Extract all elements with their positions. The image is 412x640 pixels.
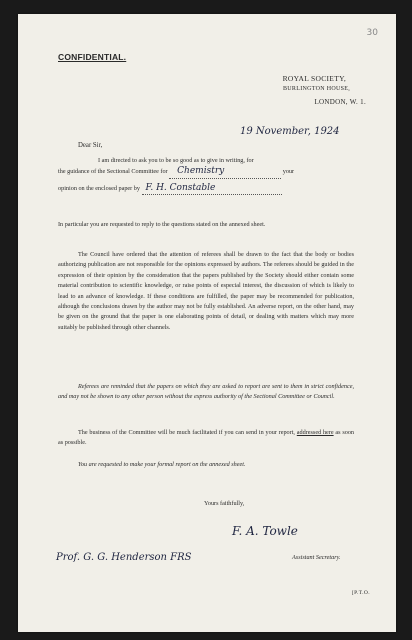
request-paragraph: In particular you are requested to reply to the questions stated on the annexed sheet. xyxy=(58,221,266,228)
intro-line-1: I am directed to ask you to be so good as to give in writing, for xyxy=(98,157,254,164)
author-blank xyxy=(142,183,282,195)
reminder-paragraph: Referees are reminded that the papers on which they are asked to report are sent to them in strict confidence, and may not be shown to any other person without the express authority of the Sectional Committee or Council. xyxy=(58,383,354,401)
intro-line-3-start: opinion on the enclosed paper by xyxy=(58,184,140,192)
business-text-start: The business of the Committee will be much facilitated if you can send in your report, xyxy=(78,429,295,436)
business-paragraph xyxy=(58,428,354,449)
committee-blank xyxy=(169,166,281,178)
org-name: ROYAL SOCIETY, xyxy=(282,74,346,83)
org-building: BURLINGTON HOUSE, xyxy=(283,86,350,92)
author-name: F. H. Constable xyxy=(145,182,216,193)
org-city: LONDON, W. 1. xyxy=(314,98,366,106)
business-underlined: addressed here xyxy=(296,429,334,436)
salutation: Dear Sir, xyxy=(78,142,103,149)
intro-line-3 xyxy=(58,183,354,195)
confidential-heading: CONFIDENTIAL. xyxy=(58,52,127,62)
council-paragraph: The Council have ordered that the attention of referees shall be drawn to the fact that the body or bodies authorizing publication are not responsible for the opinions expressed by authors. The referees should be guided in the expression of their opinion by the consideration that the papers published by the Society should either contain some material contribution to scientific knowledge, or raise points of especial interest, the discussion of which is likely to lead to an advance of knowledge. If these conditions are fulfilled, the paper may be recommended for publication, although the conclusions drawn by the author may not be fully established. An adverse report, on the other hand, may be given on the ground that the paper is one elaborating points of detail, or dealing with matters which may more suitably be published through other channels. xyxy=(58,251,354,331)
committee-name: Chemistry xyxy=(177,166,225,177)
document-page xyxy=(18,14,396,632)
intro-paragraph xyxy=(58,156,354,195)
page-number: 30 xyxy=(366,28,378,38)
letter-date: 19 November, 1924 xyxy=(240,126,340,137)
signature: F. A. Towle xyxy=(232,524,298,538)
business-text-end: as soon as possible. xyxy=(58,429,355,447)
intro-line-2 xyxy=(58,166,354,178)
intro-line-2-end: your xyxy=(282,168,295,176)
recipient-name: Prof. G. G. Henderson FRS xyxy=(56,552,192,563)
closing: Yours faithfully, xyxy=(204,500,245,507)
pto-mark: [P.T.O. xyxy=(351,590,370,596)
signatory-title: Assistant Secretary. xyxy=(292,554,341,561)
formal-report-paragraph: You are requested to make your formal report on the annexed sheet. xyxy=(78,461,246,468)
intro-line-2-start: the guidance of the Sectional Committee for xyxy=(58,168,168,176)
